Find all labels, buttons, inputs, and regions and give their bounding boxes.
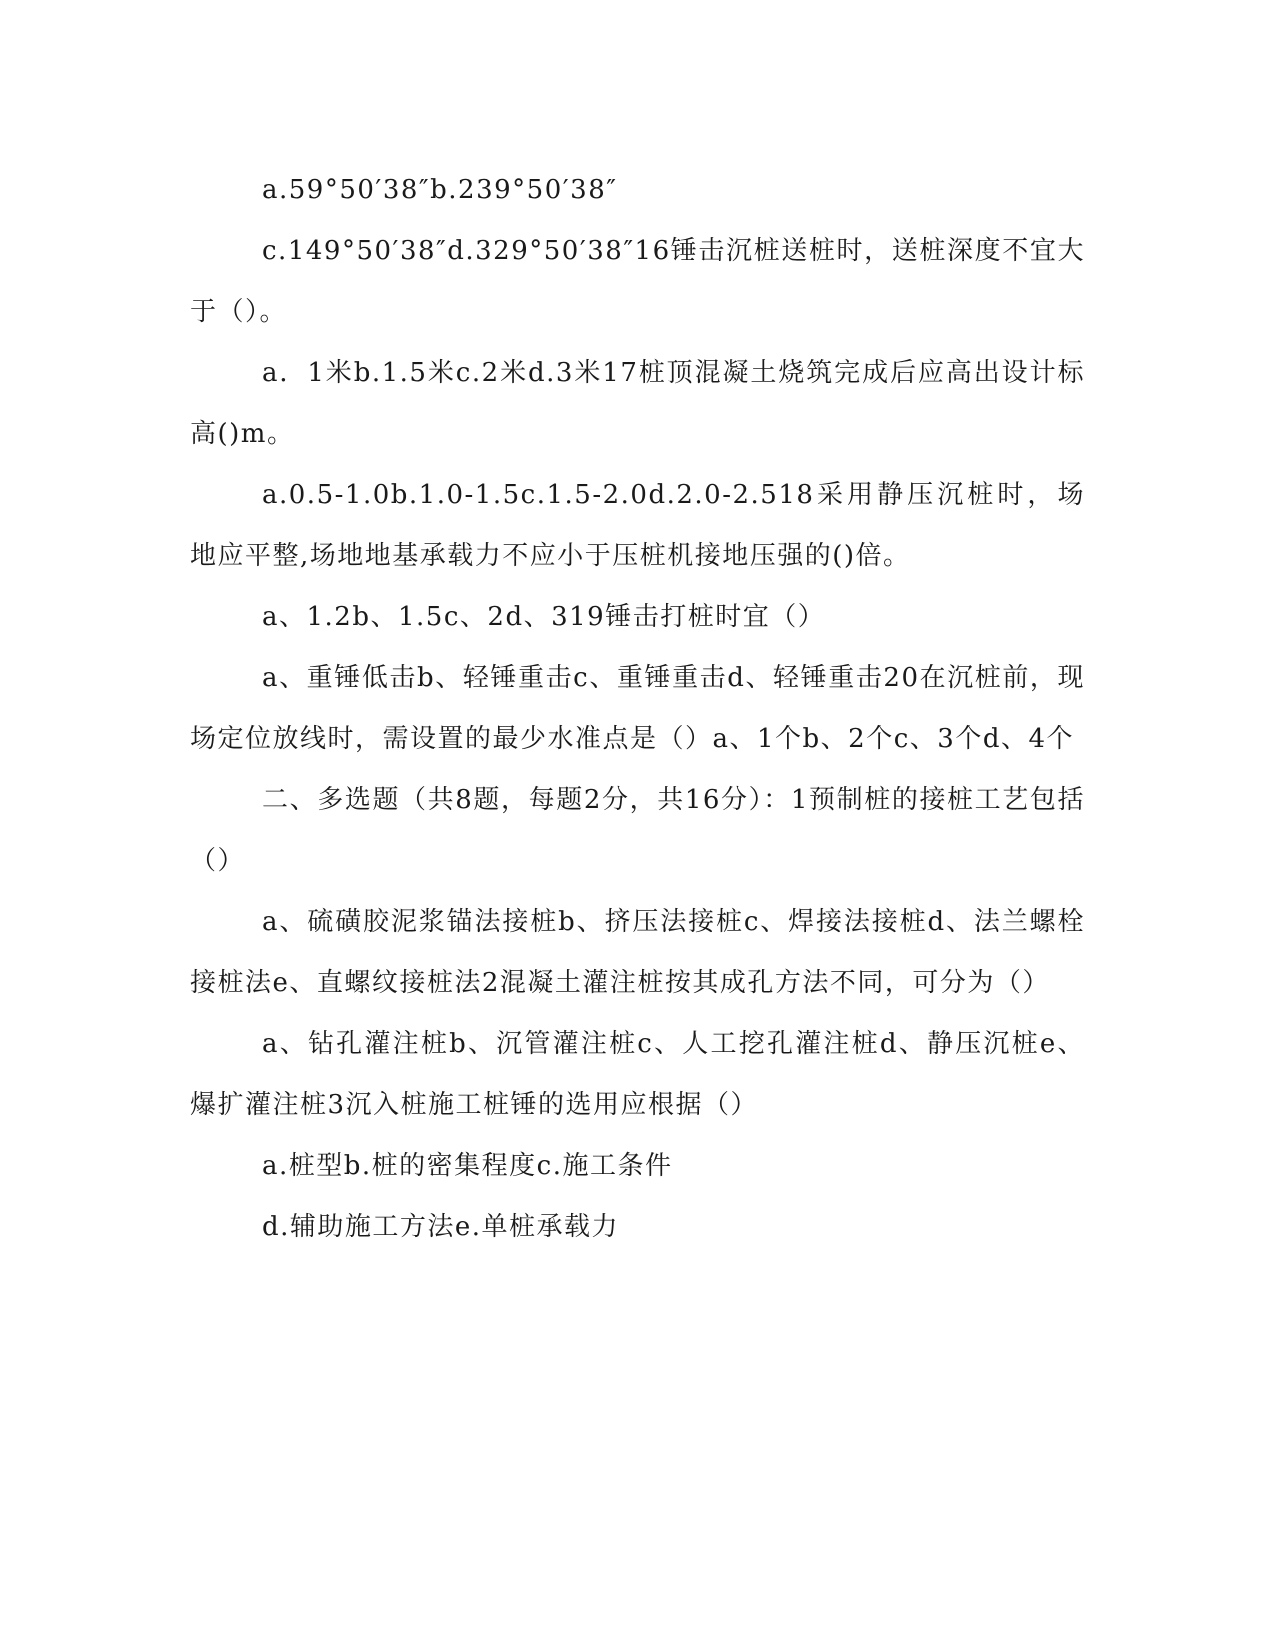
paragraph: d.辅助施工方法e.单桩承载力: [262, 1212, 620, 1242]
paragraph: a、硫磺胶泥浆锚法接桩b、挤压法接桩c、焊接法接桩d、法兰螺栓接桩法e、直螺纹接桩法2混凝土灌注桩按其成孔方法不同，可分为（）: [190, 907, 1085, 998]
paragraph: a.0.5-1.0b.1.0-1.5c.1.5-2.0d.2.0-2.518采用静压沉桩时，场地应平整,场地地基承载力不应小于压桩机接地压强的()倍。: [190, 480, 1085, 571]
paragraph: a．1米b.1.5米c.2米d.3米17桩顶混凝土烧筑完成后应高出设计标高()m。: [190, 358, 1085, 449]
paragraph: 二、多选题（共8题，每题2分，共16分）：1预制桩的接桩工艺包括（）: [190, 785, 1085, 876]
paragraph: a、1.2b、1.5c、2d、319锤击打桩时宜（）: [262, 602, 826, 632]
paragraph: a.59°50′38″b.239°50′38″: [262, 175, 618, 205]
paragraph: a.桩型b.桩的密集程度c.施工条件: [262, 1151, 673, 1181]
document-body: [190, 160, 1085, 1258]
paragraph: c.149°50′38″d.329°50′38″16锤击沉桩送桩时，送桩深度不宜大于（）。: [190, 236, 1085, 327]
paragraph: a、钻孔灌注桩b、沉管灌注桩c、人工挖孔灌注桩d、静压沉桩e、爆扩灌注桩3沉入桩施工桩锤的选用应根据（）: [190, 1029, 1085, 1120]
paragraph: a、重锤低击b、轻锤重击c、重锤重击d、轻锤重击20在沉桩前，现场定位放线时，需设置的最少水准点是（）a、1个b、2个c、3个d、4个: [190, 663, 1085, 754]
